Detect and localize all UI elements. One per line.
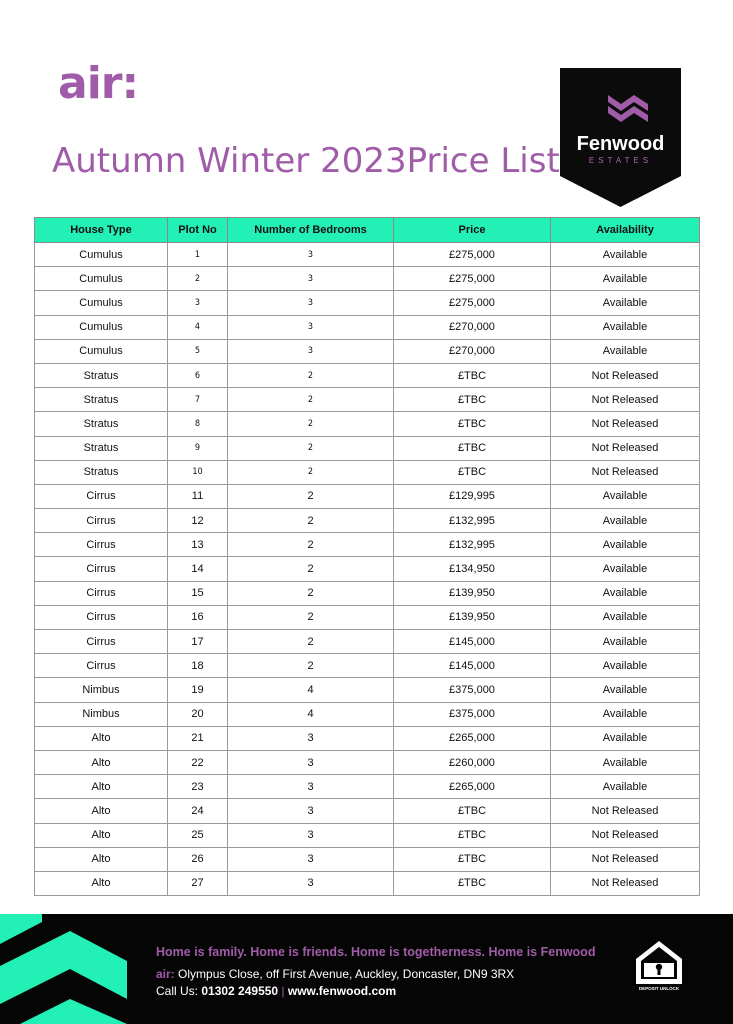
- cell-price: £265,000: [394, 726, 551, 750]
- cell-availability: Available: [551, 678, 700, 702]
- cell-price: £275,000: [394, 291, 551, 315]
- cell-house-type: Stratus: [35, 460, 168, 484]
- cell-house-type: Alto: [35, 750, 168, 774]
- cell-availability: Not Released: [551, 799, 700, 823]
- cell-house-type: Cirrus: [35, 484, 168, 508]
- cell-price: £145,000: [394, 654, 551, 678]
- cell-bedrooms: 3: [228, 775, 394, 799]
- footer-tagline: Home is family. Home is friends. Home is togetherness. Home is Fenwood: [156, 945, 596, 959]
- cell-bedrooms: 2: [228, 533, 394, 557]
- table-row: [35, 315, 700, 339]
- cell-price: £134,950: [394, 557, 551, 581]
- cell-availability: Not Released: [551, 460, 700, 484]
- table-row: [35, 339, 700, 363]
- deposit-unlock-house-icon: [634, 939, 684, 985]
- cell-house-type: Cirrus: [35, 509, 168, 533]
- table-row: [35, 799, 700, 823]
- cell-price: £TBC: [394, 412, 551, 436]
- cell-availability: Available: [551, 291, 700, 315]
- cell-house-type: Alto: [35, 823, 168, 847]
- cell-price: £270,000: [394, 339, 551, 363]
- footer: [0, 914, 733, 1024]
- table-row: [35, 509, 700, 533]
- cell-house-type: Cirrus: [35, 654, 168, 678]
- cell-price: £139,950: [394, 605, 551, 629]
- cell-bedrooms: 2: [228, 436, 394, 460]
- cell-price: £TBC: [394, 436, 551, 460]
- header-bedrooms: Number of Bedrooms: [228, 218, 394, 243]
- cell-bedrooms: 3: [228, 315, 394, 339]
- cell-house-type: Cirrus: [35, 581, 168, 605]
- table-row: [35, 605, 700, 629]
- cell-plot-no: 4: [168, 315, 228, 339]
- cell-house-type: Cirrus: [35, 533, 168, 557]
- cell-availability: Not Released: [551, 823, 700, 847]
- footer-address-brand: air:: [156, 967, 175, 981]
- cell-price: £375,000: [394, 702, 551, 726]
- cell-bedrooms: 2: [228, 388, 394, 412]
- cell-house-type: Cumulus: [35, 267, 168, 291]
- cell-availability: Not Released: [551, 388, 700, 412]
- header-availability: Availability: [551, 218, 700, 243]
- cell-bedrooms: 4: [228, 678, 394, 702]
- cell-price: £129,995: [394, 484, 551, 508]
- cell-plot-no: 25: [168, 823, 228, 847]
- cell-availability: Available: [551, 750, 700, 774]
- header-house-type: House Type: [35, 218, 168, 243]
- footer-address-text: Olympus Close, off First Avenue, Auckley, Doncaster, DN9 3RX: [174, 967, 515, 981]
- cell-bedrooms: 3: [228, 823, 394, 847]
- cell-house-type: Nimbus: [35, 678, 168, 702]
- cell-plot-no: 6: [168, 363, 228, 387]
- table-row: [35, 871, 700, 895]
- footer-contact: [156, 984, 396, 998]
- table-row: [35, 533, 700, 557]
- table-header-row: [35, 218, 700, 243]
- cell-price: £TBC: [394, 823, 551, 847]
- cell-availability: Available: [551, 509, 700, 533]
- air-logo: air:: [58, 58, 139, 109]
- deposit-unlock-badge: [634, 939, 684, 997]
- cell-house-type: Nimbus: [35, 702, 168, 726]
- cell-bedrooms: 2: [228, 654, 394, 678]
- cell-house-type: Stratus: [35, 412, 168, 436]
- cell-house-type: Stratus: [35, 363, 168, 387]
- cell-plot-no: 20: [168, 702, 228, 726]
- footer-chevron-graphic: [0, 914, 130, 1024]
- cell-plot-no: 23: [168, 775, 228, 799]
- cell-bedrooms: 4: [228, 702, 394, 726]
- cell-plot-no: 5: [168, 339, 228, 363]
- cell-availability: Available: [551, 581, 700, 605]
- fenwood-logo-sub: ESTATES: [588, 156, 653, 165]
- header-plot-no: Plot No: [168, 218, 228, 243]
- table-row: [35, 267, 700, 291]
- cell-house-type: Cirrus: [35, 630, 168, 654]
- cell-plot-no: 9: [168, 436, 228, 460]
- footer-separator: |: [278, 984, 288, 998]
- cell-bedrooms: 3: [228, 726, 394, 750]
- cell-price: £375,000: [394, 678, 551, 702]
- cell-house-type: Stratus: [35, 436, 168, 460]
- cell-plot-no: 19: [168, 678, 228, 702]
- cell-bedrooms: 3: [228, 291, 394, 315]
- cell-availability: Not Released: [551, 412, 700, 436]
- cell-plot-no: 8: [168, 412, 228, 436]
- cell-price: £TBC: [394, 388, 551, 412]
- table-row: [35, 726, 700, 750]
- cell-house-type: Alto: [35, 726, 168, 750]
- cell-price: £139,950: [394, 581, 551, 605]
- cell-bedrooms: 3: [228, 267, 394, 291]
- table-row: [35, 750, 700, 774]
- table-row: [35, 412, 700, 436]
- cell-plot-no: 14: [168, 557, 228, 581]
- table-row: [35, 654, 700, 678]
- table-row: [35, 460, 700, 484]
- fenwood-logo-name: Fenwood: [576, 133, 665, 155]
- cell-availability: Not Released: [551, 847, 700, 871]
- cell-availability: Available: [551, 533, 700, 557]
- table-row: [35, 436, 700, 460]
- table-row: [35, 243, 700, 267]
- cell-price: £TBC: [394, 799, 551, 823]
- cell-house-type: Cumulus: [35, 315, 168, 339]
- cell-availability: Not Released: [551, 871, 700, 895]
- cell-plot-no: 13: [168, 533, 228, 557]
- cell-plot-no: 22: [168, 750, 228, 774]
- cell-bedrooms: 2: [228, 412, 394, 436]
- cell-plot-no: 24: [168, 799, 228, 823]
- cell-price: £TBC: [394, 460, 551, 484]
- cell-house-type: Stratus: [35, 388, 168, 412]
- cell-plot-no: 15: [168, 581, 228, 605]
- cell-house-type: Cumulus: [35, 339, 168, 363]
- cell-price: £TBC: [394, 363, 551, 387]
- cell-plot-no: 2: [168, 267, 228, 291]
- table-row: [35, 484, 700, 508]
- cell-plot-no: 3: [168, 291, 228, 315]
- cell-plot-no: 10: [168, 460, 228, 484]
- cell-bedrooms: 2: [228, 557, 394, 581]
- cell-price: £260,000: [394, 750, 551, 774]
- header-price: Price: [394, 218, 551, 243]
- table-row: [35, 388, 700, 412]
- table-row: [35, 363, 700, 387]
- cell-house-type: Alto: [35, 799, 168, 823]
- cell-availability: Not Released: [551, 436, 700, 460]
- cell-bedrooms: 2: [228, 460, 394, 484]
- cell-price: £265,000: [394, 775, 551, 799]
- deposit-unlock-label: DEPOSIT UNLOCK: [638, 986, 680, 991]
- cell-bedrooms: 2: [228, 630, 394, 654]
- footer-address: [156, 967, 514, 981]
- cell-price: £270,000: [394, 315, 551, 339]
- cell-bedrooms: 2: [228, 581, 394, 605]
- cell-availability: Not Released: [551, 363, 700, 387]
- cell-plot-no: 12: [168, 509, 228, 533]
- cell-bedrooms: 2: [228, 605, 394, 629]
- table-row: [35, 581, 700, 605]
- cell-house-type: Alto: [35, 847, 168, 871]
- table-row: [35, 702, 700, 726]
- cell-availability: Available: [551, 339, 700, 363]
- cell-house-type: Cirrus: [35, 557, 168, 581]
- cell-bedrooms: 3: [228, 750, 394, 774]
- cell-price: £TBC: [394, 871, 551, 895]
- cell-availability: Available: [551, 557, 700, 581]
- cell-plot-no: 7: [168, 388, 228, 412]
- cell-plot-no: 18: [168, 654, 228, 678]
- cell-plot-no: 26: [168, 847, 228, 871]
- cell-house-type: Cumulus: [35, 291, 168, 315]
- cell-availability: Available: [551, 775, 700, 799]
- table-row: [35, 630, 700, 654]
- cell-availability: Available: [551, 702, 700, 726]
- cell-bedrooms: 3: [228, 799, 394, 823]
- cell-price: £275,000: [394, 267, 551, 291]
- cell-house-type: Cumulus: [35, 243, 168, 267]
- cell-plot-no: 16: [168, 605, 228, 629]
- cell-price: £TBC: [394, 847, 551, 871]
- cell-bedrooms: 3: [228, 243, 394, 267]
- cell-house-type: Alto: [35, 871, 168, 895]
- cell-price: £132,995: [394, 533, 551, 557]
- cell-plot-no: 27: [168, 871, 228, 895]
- cell-bedrooms: 3: [228, 847, 394, 871]
- table-row: [35, 678, 700, 702]
- cell-plot-no: 17: [168, 630, 228, 654]
- cell-availability: Available: [551, 726, 700, 750]
- cell-price: £132,995: [394, 509, 551, 533]
- cell-plot-no: 21: [168, 726, 228, 750]
- price-list-table: [34, 217, 700, 896]
- cell-availability: Available: [551, 267, 700, 291]
- table-row: [35, 775, 700, 799]
- footer-website-link[interactable]: www.fenwood.com: [287, 984, 397, 998]
- cell-bedrooms: 2: [228, 363, 394, 387]
- cell-availability: Available: [551, 315, 700, 339]
- cell-price: £145,000: [394, 630, 551, 654]
- table-row: [35, 823, 700, 847]
- cell-bedrooms: 3: [228, 871, 394, 895]
- cell-availability: Available: [551, 654, 700, 678]
- table-row: [35, 291, 700, 315]
- cell-bedrooms: 3: [228, 339, 394, 363]
- cell-bedrooms: 2: [228, 509, 394, 533]
- cell-availability: Available: [551, 243, 700, 267]
- cell-plot-no: 11: [168, 484, 228, 508]
- cell-bedrooms: 2: [228, 484, 394, 508]
- cell-house-type: Alto: [35, 775, 168, 799]
- page-title: Autumn Winter 2023Price List: [52, 141, 560, 181]
- cell-availability: Available: [551, 605, 700, 629]
- cell-house-type: Cirrus: [35, 605, 168, 629]
- cell-plot-no: 1: [168, 243, 228, 267]
- footer-phone[interactable]: 01302 249550: [201, 984, 279, 998]
- cell-price: £275,000: [394, 243, 551, 267]
- footer-call-label: Call Us:: [156, 984, 202, 998]
- cell-availability: Available: [551, 484, 700, 508]
- fenwood-estates-logo: [560, 68, 681, 207]
- table-row: [35, 847, 700, 871]
- cell-availability: Available: [551, 630, 700, 654]
- table-row: [35, 557, 700, 581]
